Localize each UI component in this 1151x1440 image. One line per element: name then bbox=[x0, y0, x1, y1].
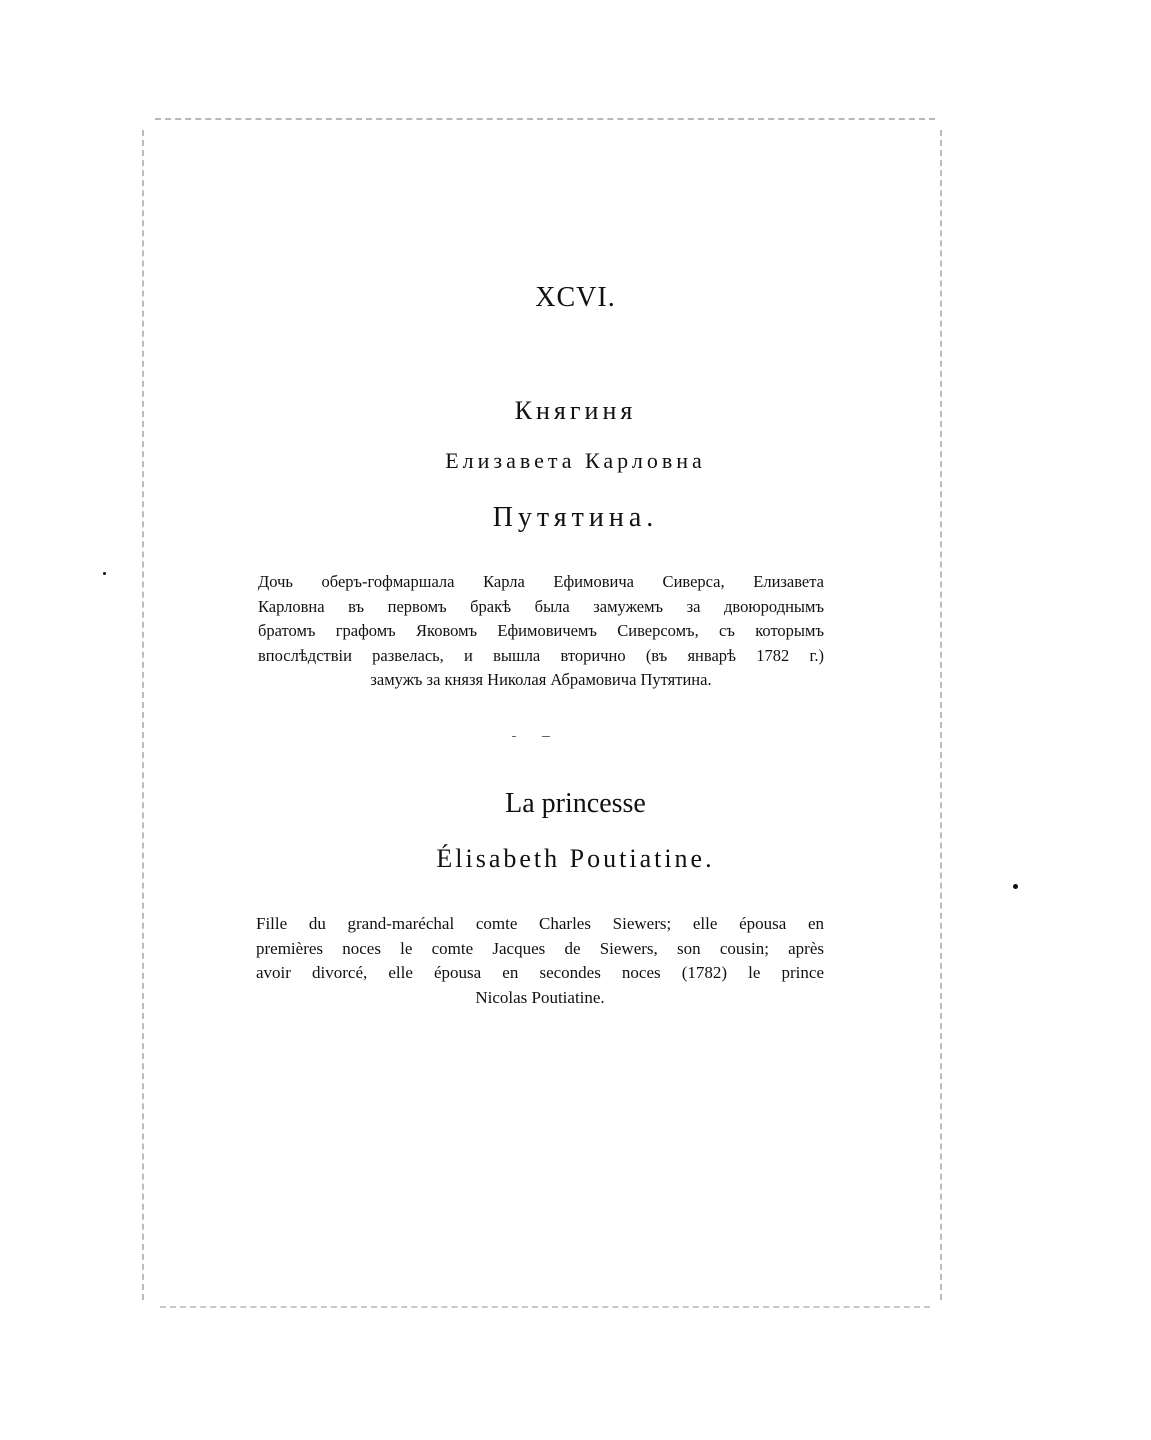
french-title-name: Élisabeth Poutiatine. bbox=[436, 844, 715, 873]
scan-edge-bottom bbox=[160, 1306, 930, 1308]
scan-edge-top bbox=[155, 118, 935, 120]
scan-speck bbox=[103, 572, 106, 575]
french-biography-line: Nicolas Poutiatine. bbox=[475, 987, 605, 1007]
section-divider bbox=[512, 736, 552, 738]
french-title-rank: La princesse bbox=[505, 788, 646, 819]
chapter-numeral: XCVI. bbox=[535, 282, 616, 313]
french-biography-line: avoir divorcé, elle épousa en secondes noces (1782) le prince bbox=[256, 963, 824, 982]
russian-title-rank: Княгиня bbox=[514, 396, 637, 425]
french-biography bbox=[256, 912, 824, 1010]
russian-biography bbox=[258, 570, 824, 693]
russian-biography-line: Карловна въ первомъ бракѣ была замужемъ за двоюроднымъ bbox=[258, 596, 824, 616]
scan-speck bbox=[1013, 884, 1018, 889]
french-biography-line: Fille du grand-maréchal comte Charles Siewers; elle épousa en bbox=[256, 914, 824, 933]
russian-biography-line: братомъ графомъ Яковомъ Ефимовичемъ Сиверсомъ, съ которымъ bbox=[258, 621, 824, 640]
french-biography-line: premières noces le comte Jacques de Siewers, son cousin; après bbox=[256, 938, 824, 958]
russian-biography-line: Дочь оберъ-гофмаршала Карла Ефимовича Сиверса, Елизавета bbox=[258, 572, 824, 591]
russian-biography-line: замужъ за князя Николая Абрамовича Путятина. bbox=[370, 670, 712, 689]
russian-title-name: Елизавета Карловна bbox=[445, 448, 706, 473]
russian-biography-line: впослѣдствіи развелась, и вышла вторично (въ январѣ 1782 г.) bbox=[258, 645, 824, 665]
russian-title-surname: Путятина. bbox=[492, 502, 659, 533]
